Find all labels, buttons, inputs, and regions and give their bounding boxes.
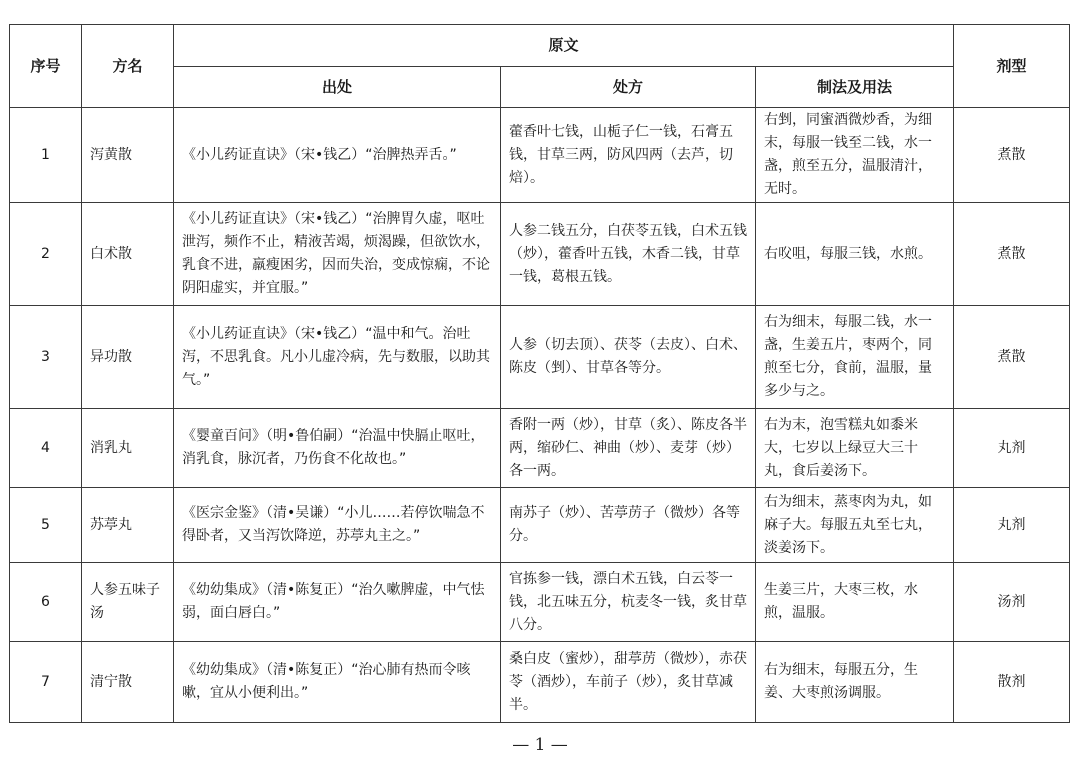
dosage-form: 丸剂 (954, 488, 1070, 563)
formula-name: 泻黄散 (82, 108, 174, 203)
header-index: 序号 (10, 25, 82, 108)
row-index: 7 (10, 642, 82, 723)
method-text: 右剉，同蜜酒微炒香，为细末，每服一钱至二钱，水一盏，煎至五分，温服清汁，无时。 (756, 108, 954, 203)
row-index: 1 (10, 108, 82, 203)
row-index: 2 (10, 203, 82, 306)
dosage-form: 煮散 (954, 306, 1070, 409)
source-text: 《小儿药证直诀》（宋•钱乙）“温中和气。治吐泻，不思乳食。凡小儿虚冷病，先与数服，以助其气。” (174, 306, 501, 409)
source-text: 《医宗金鉴》（清•吴谦）“小儿……若停饮喘急不得卧者，又当泻饮降逆，苏葶丸主之。” (174, 488, 501, 563)
formula-name: 消乳丸 (82, 409, 174, 488)
dosage-form: 煮散 (954, 203, 1070, 306)
dosage-form: 丸剂 (954, 409, 1070, 488)
source-text: 《幼幼集成》（清•陈复正）“治久嗽脾虚，中气怯弱，面白唇白。” (174, 563, 501, 642)
prescription-text: 人参二钱五分，白茯苓五钱，白术五钱（炒），藿香叶五钱，木香二钱，甘草一钱，葛根五钱。 (501, 203, 756, 306)
header-name: 方名 (82, 25, 174, 108)
method-text: 右为细末，蒸枣肉为丸，如麻子大。每服五丸至七丸，淡姜汤下。 (756, 488, 954, 563)
prescription-text: 藿香叶七钱，山栀子仁一钱，石膏五钱，甘草三两，防风四两（去芦，切焙）。 (501, 108, 756, 203)
page-number: — 1 — (512, 735, 568, 755)
prescription-text: 南苏子（炒）、苦葶苈子（微炒）各等分。 (501, 488, 756, 563)
method-text: 生姜三片，大枣三枚，水煎，温服。 (756, 563, 954, 642)
row-index: 3 (10, 306, 82, 409)
table-row (10, 203, 1070, 306)
row-index: 4 (10, 409, 82, 488)
header-original-group: 原文 (174, 25, 954, 67)
formula-name: 白术散 (82, 203, 174, 306)
table-row (10, 108, 1070, 203)
table-row (10, 488, 1070, 563)
prescription-text: 桑白皮（蜜炒），甜葶苈（微炒），赤茯苓（酒炒），车前子（炒），炙甘草减半。 (501, 642, 756, 723)
table-row (10, 306, 1070, 409)
header-source: 出处 (174, 67, 501, 108)
method-text: 右为细末，每服五分，生姜、大枣煎汤调服。 (756, 642, 954, 723)
prescription-text: 官拣参一钱，漂白术五钱，白云苓一钱，北五味五分，杭麦冬一钱，炙甘草八分。 (501, 563, 756, 642)
prescription-text: 香附一两（炒），甘草（炙）、陈皮各半两，缩砂仁、神曲（炒）、麦芽（炒）各一两。 (501, 409, 756, 488)
table-row (10, 563, 1070, 642)
header-prescription: 处方 (501, 67, 756, 108)
formula-name: 苏葶丸 (82, 488, 174, 563)
dosage-form: 煮散 (954, 108, 1070, 203)
method-text: 右为末，泡雪糕丸如黍米大，七岁以上绿豆大三十丸，食后姜汤下。 (756, 409, 954, 488)
dosage-form: 散剂 (954, 642, 1070, 723)
header-row-1 (10, 25, 1070, 67)
table-row (10, 409, 1070, 488)
source-text: 《小儿药证直诀》（宋•钱乙）“治脾胃久虚，呕吐泄泻，频作不止，精液苦竭，烦渴躁，但欲饮水，乳食不进，羸瘦困劣，因而失治，变成惊痫，不论阴阳虚实，并宜服。” (174, 203, 501, 306)
header-dosage-form: 剂型 (954, 25, 1070, 108)
dosage-form: 汤剂 (954, 563, 1070, 642)
method-text: 右㕮咀，每服三钱，水煎。 (756, 203, 954, 306)
prescription-text: 人参（切去顶）、茯苓（去皮）、白术、陈皮（剉）、甘草各等分。 (501, 306, 756, 409)
method-text: 右为细末，每服二钱，水一盏，生姜五片，枣两个，同煎至七分，食前，温服，量多少与之。 (756, 306, 954, 409)
header-method: 制法及用法 (756, 67, 954, 108)
source-text: 《小儿药证直诀》（宋•钱乙）“治脾热弄舌。” (174, 108, 501, 203)
row-index: 5 (10, 488, 82, 563)
prescription-table (9, 24, 1070, 723)
formula-name: 人参五味子汤 (82, 563, 174, 642)
source-text: 《婴童百问》（明•鲁伯嗣）“治温中快膈止呕吐，消乳食，脉沉者，乃伤食不化故也。” (174, 409, 501, 488)
formula-name: 异功散 (82, 306, 174, 409)
formula-name: 清宁散 (82, 642, 174, 723)
source-text: 《幼幼集成》（清•陈复正）“治心肺有热而令咳嗽，宜从小便利出。” (174, 642, 501, 723)
row-index: 6 (10, 563, 82, 642)
table-row (10, 642, 1070, 723)
